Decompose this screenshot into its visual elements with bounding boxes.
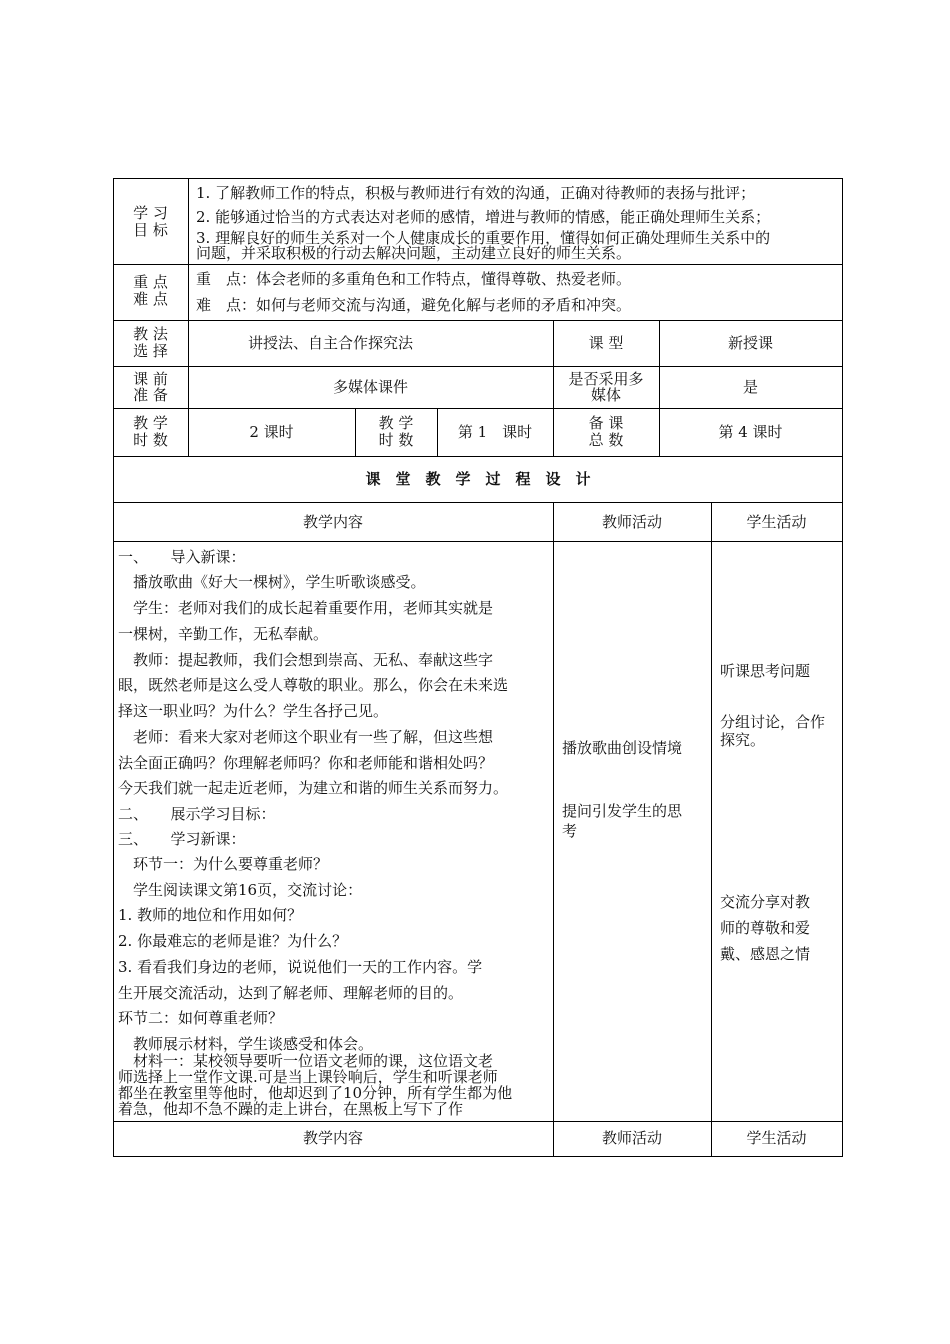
goals-line-1: 1. 了解教师工作的特点，积极与教师进行有效的沟通，正确对待教师的表扬与批评； — [196, 184, 756, 202]
content-line: 老师：看来大家对老师这个职业有一些了解，但这些想 — [118, 728, 494, 746]
content-line: 生开展交流活动，达到了解老师、理解老师的目的。 — [118, 984, 464, 1002]
prep-total-value: 第 4 课时 — [718, 423, 783, 441]
footer-header-teacher: 教师活动 — [601, 1129, 662, 1147]
content-line: 一、 导入新课： — [118, 548, 246, 566]
footer-header-content: 教学内容 — [302, 1129, 363, 1147]
column-header-content: 教学内容 — [302, 513, 363, 531]
lesson-type-value: 新授课 — [727, 334, 773, 352]
method-label: 教 法 选 择 — [133, 325, 168, 360]
content-line: 教师：提起教师，我们会想到崇高、无私、奉献这些字 — [118, 651, 494, 669]
content-line: 1. 教师的地位和作用如何？ — [118, 906, 303, 924]
multimedia-label: 是否采用多 媒体 — [568, 370, 644, 404]
process-title: 课 堂 教 学 过 程 设 计 — [365, 470, 591, 488]
content-line: 眼，既然老师是这么受人尊敬的职业。那么，你会在未来选 — [118, 676, 509, 694]
material-line: 着急，他却不急不躁的走上讲台，在黑板上写下了作 — [118, 1100, 464, 1118]
goals-line-3: 3. 理解良好的师生关系对一个人健康成长的重要作用，懂得如何正确处理师生关系中的 — [196, 229, 771, 247]
content-line: 环节二：如何尊重老师？ — [118, 1009, 284, 1027]
footer-header-student: 学生活动 — [746, 1129, 807, 1147]
teaching-hours-label: 教 学 时 数 — [133, 414, 168, 449]
key-point-text: 重 点：体会老师的多重角色和工作特点，懂得尊敬、热爱老师。 — [196, 270, 632, 288]
content-line: 今天我们就一起走近老师，为建立和谐的师生关系而努力。 — [118, 779, 509, 797]
material-line: 材料一：某校领导要听一位语文老师的课，这位语文老 — [118, 1052, 494, 1070]
goals-label: 学 习 目 标 — [133, 204, 168, 239]
prep-total-label: 备 课 总 数 — [588, 414, 624, 449]
difficult-point-text: 难 点：如何与老师交流与沟通，避免化解与老师的矛盾和冲突。 — [196, 296, 632, 314]
material-line: 都坐在教室里等他时，他却迟到了10分钟，所有学生都为他 — [118, 1084, 513, 1102]
content-line: 二、 展示学习目标： — [118, 805, 276, 823]
content-line: 播放歌曲《好大一棵树》，学生听歌谈感受。 — [118, 573, 426, 591]
content-line: 学生阅读课文第16页，交流讨论： — [118, 881, 363, 899]
content-line: 学生：老师对我们的成长起着重要作用，老师其实就是 — [118, 599, 494, 617]
goals-line-4: 问题，并采取积极的行动去解决问题，主动建立良好的师生关系。 — [196, 244, 632, 262]
student-activity-1: 听课思考问题 — [720, 662, 811, 680]
current-hour-value: 第 1 课时 — [457, 423, 533, 441]
student-activity-2: 分组讨论，合作 探究。 — [720, 713, 826, 749]
column-header-student: 学生活动 — [746, 513, 807, 531]
column-header-teacher: 教师活动 — [601, 513, 662, 531]
content-line: 环节一：为什么要尊重老师？ — [118, 855, 329, 873]
student-activity-3: 交流分享对教 师的尊敬和爱 戴、感恩之情 — [720, 893, 811, 963]
teacher-activity-2: 提问引发学生的思 考 — [562, 802, 683, 840]
content-line: 一棵树，辛勤工作，无私奉献。 — [118, 625, 329, 643]
prep-label: 课 前 准 备 — [133, 370, 168, 404]
prep-value: 多媒体课件 — [332, 378, 408, 396]
teaching-hours-value: 2 课时 — [249, 423, 294, 441]
method-value: 讲授法、自主合作探究法 — [248, 334, 414, 352]
lesson-type-label: 课 型 — [588, 334, 624, 352]
teacher-activity-1: 播放歌曲创设情境 — [562, 739, 683, 757]
goals-line-2: 2. 能够通过恰当的方式表达对老师的感情，增进与教师的情感，能正确处理师生关系； — [196, 208, 771, 226]
key-points-label: 重 点 难 点 — [133, 273, 168, 308]
content-line: 择这一职业吗？为什么？学生各抒己见。 — [118, 702, 389, 720]
material-line: 师选择上一堂作文课.可是当上课铃响后，学生和听课老师 — [118, 1068, 498, 1086]
content-line: 三、 学习新课： — [118, 830, 246, 848]
content-line: 教师展示材料，学生谈感受和体会。 — [118, 1035, 374, 1053]
current-hour-label: 教 学 时 数 — [378, 414, 414, 449]
content-line: 法全面正确吗？你理解老师吗？你和老师能和谐相处吗？ — [118, 754, 494, 772]
multimedia-value: 是 — [742, 378, 758, 396]
content-line: 3. 看看我们身边的老师，说说他们一天的工作内容。学 — [118, 958, 483, 976]
content-line: 2. 你最难忘的老师是谁？为什么？ — [118, 932, 348, 950]
